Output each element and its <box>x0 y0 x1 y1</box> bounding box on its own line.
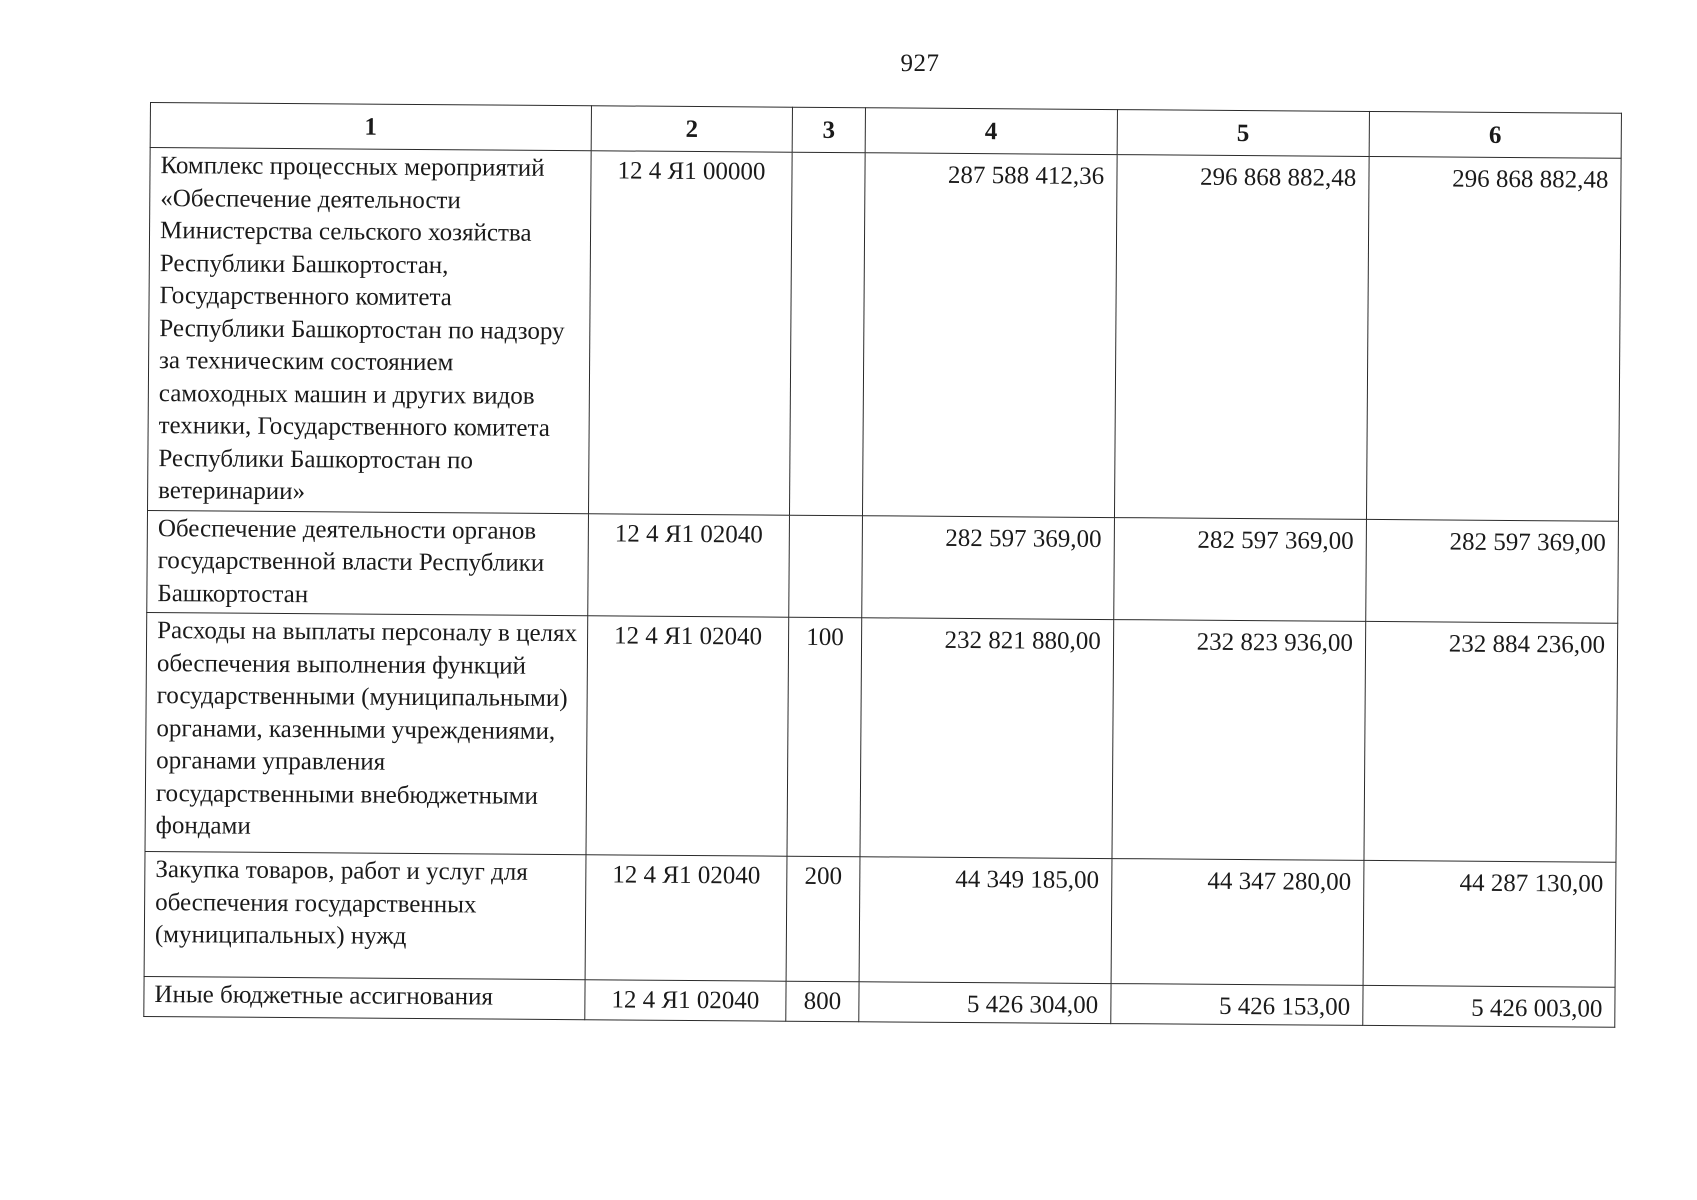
row-code: 12 4 Я1 02040 <box>586 616 789 856</box>
table-row <box>148 148 1622 521</box>
row-name: Иные бюджетные ассигнования <box>144 976 585 1019</box>
row-expense-type <box>790 152 865 515</box>
row-amount-col6: 44 287 130,00 <box>1363 860 1616 987</box>
row-expense-type <box>789 515 862 618</box>
row-amount-col5: 282 597 369,00 <box>1113 517 1366 621</box>
row-expense-type: 200 <box>786 856 859 982</box>
row-amount-col5: 296 868 882,48 <box>1114 155 1369 519</box>
table-row <box>145 612 1618 862</box>
column-header-5: 5 <box>1117 110 1369 157</box>
row-amount-col4: 5 426 304,00 <box>858 982 1110 1023</box>
row-amount-col4: 232 821 880,00 <box>860 618 1114 859</box>
row-name: Расходы на выплаты персоналу в целях обеспечения выполнения функций государственными (муниципальными) органами, казенными учреждениями, органами управления государственными внебюджетными фондами <box>145 612 587 854</box>
budget-table <box>143 102 1622 1027</box>
row-amount-col6: 232 884 236,00 <box>1364 621 1618 862</box>
row-expense-type: 800 <box>786 981 859 1021</box>
column-header-2: 2 <box>591 106 793 152</box>
row-amount-col5: 232 823 936,00 <box>1112 620 1366 861</box>
column-header-1: 1 <box>150 103 591 151</box>
row-amount-col4: 287 588 412,36 <box>862 153 1117 517</box>
column-header-3: 3 <box>792 107 865 153</box>
row-expense-type: 100 <box>787 617 861 857</box>
row-name: Обеспечение деятельности органов государственной власти Республики Башкортостан <box>147 510 588 616</box>
budget-sheet <box>143 102 1622 1027</box>
row-amount-col5: 5 426 153,00 <box>1111 984 1363 1025</box>
row-amount-col6: 282 597 369,00 <box>1366 519 1619 623</box>
row-code: 12 4 Я1 02040 <box>584 980 786 1021</box>
row-amount-col6: 5 426 003,00 <box>1363 985 1615 1026</box>
row-amount-col5: 44 347 280,00 <box>1111 859 1364 986</box>
page-number: 927 <box>900 50 940 77</box>
row-amount-col6: 296 868 882,48 <box>1366 156 1621 520</box>
row-amount-col4: 282 597 369,00 <box>861 515 1114 619</box>
table-row <box>144 851 1616 987</box>
row-name: Комплекс процессных мероприятий «Обеспечение деятельности Министерства сельского хозяйства Республики Башкортостан, Государственного комитета Республики Башкортостан по надзору за техническим состоянием самоходных машин и других видов техники, Государственного комитета Республики Башкортостан по ветеринарии» <box>148 148 591 514</box>
row-code: 12 4 Я1 00000 <box>588 151 792 515</box>
column-header-4: 4 <box>865 108 1117 155</box>
row-code: 12 4 Я1 02040 <box>587 513 789 617</box>
table-row <box>147 510 1619 623</box>
column-header-6: 6 <box>1369 111 1621 158</box>
row-amount-col4: 44 349 185,00 <box>859 857 1112 984</box>
row-code: 12 4 Я1 02040 <box>585 855 788 981</box>
row-name: Закупка товаров, работ и услуг для обеспечения государственных (муниципальных) нужд <box>144 851 586 979</box>
